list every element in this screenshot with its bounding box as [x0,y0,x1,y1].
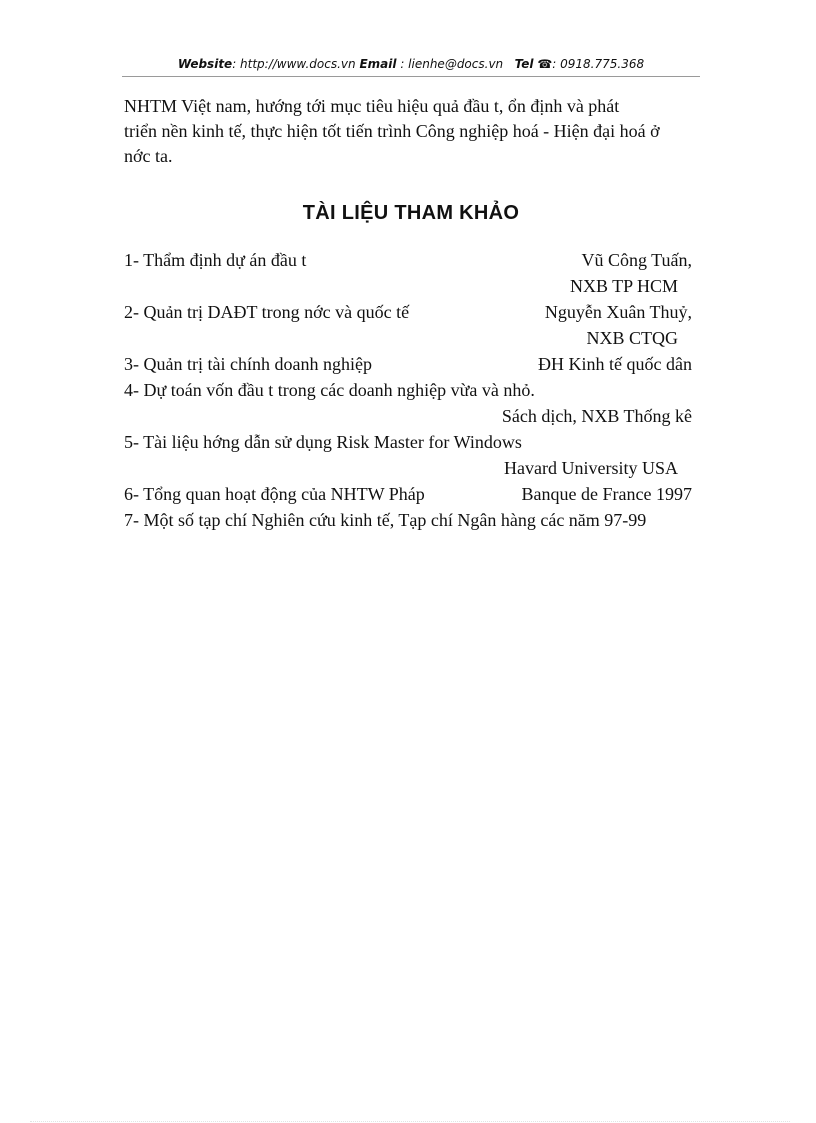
reference-title: 3- Quản trị tài chính doanh nghiệp [124,354,372,374]
header-divider [122,76,700,77]
paragraph-line: NHTM Việt nam, hướng tới mục tiêu hiệu quả đầu t, ổn định và phát [124,96,620,116]
reference-row [124,325,692,351]
reference-source: Nguyễn Xuân Thuỷ, [544,302,692,322]
page-header [122,57,700,71]
reference-title: 7- Một số tạp chí Nghiên cứu kinh tế, Tạp chí Ngân hàng các năm 97-99 [124,510,647,530]
reference-row [124,403,692,429]
paragraph-line: nớc ta. [124,146,173,166]
section-title: TÀI LIỆU THAM KHẢO [302,202,520,224]
reference-source: NXB CTQG [586,328,678,348]
reference-row [124,351,692,377]
reference-row [124,455,692,481]
phone-icon: ☎ [537,57,553,71]
reference-row [124,377,692,403]
body-paragraph [124,94,700,169]
reference-source: ĐH Kinh tế quốc dân [538,354,692,374]
reference-row [124,481,692,507]
website-label: Website [177,57,233,71]
footer-divider [30,1121,790,1122]
reference-title: 5- Tài liệu hớng dẫn sử dụng Risk Master for Windows [124,432,522,452]
reference-row [124,299,692,325]
reference-source: NXB TP HCM [569,276,678,296]
reference-source: Vũ Công Tuấn, [581,250,692,270]
reference-title: 1- Thẩm định dự án đầu t [124,250,307,270]
reference-row [124,429,692,455]
reference-list [124,247,692,533]
email-label: Email [359,57,397,71]
website-value: : http://www.docs.vn [232,57,356,71]
reference-title: 6- Tổng quan hoạt động của NHTW Pháp [124,484,425,504]
paragraph-line: triển nền kinh tế, thực hiện tốt tiến trình Công nghiệp hoá - Hiện đại hoá ở [124,121,660,141]
tel-value: : 0918.775.368 [552,57,645,71]
reference-title: 4- Dự toán vốn đầu t trong các doanh nghiệp vừa và nhỏ. [124,380,535,400]
reference-row [124,247,692,273]
reference-source: Sách dịch, NXB Thống kê [501,406,692,426]
reference-row [124,273,692,299]
reference-row [124,507,692,533]
reference-source: Havard University USA [504,458,678,478]
reference-source: Banque de France 1997 [521,484,692,504]
reference-title: 2- Quản trị DAĐT trong nớc và quốc tế [124,302,410,322]
email-value: : lienhe@docs.vn [396,57,504,71]
tel-label: Tel [514,57,534,71]
